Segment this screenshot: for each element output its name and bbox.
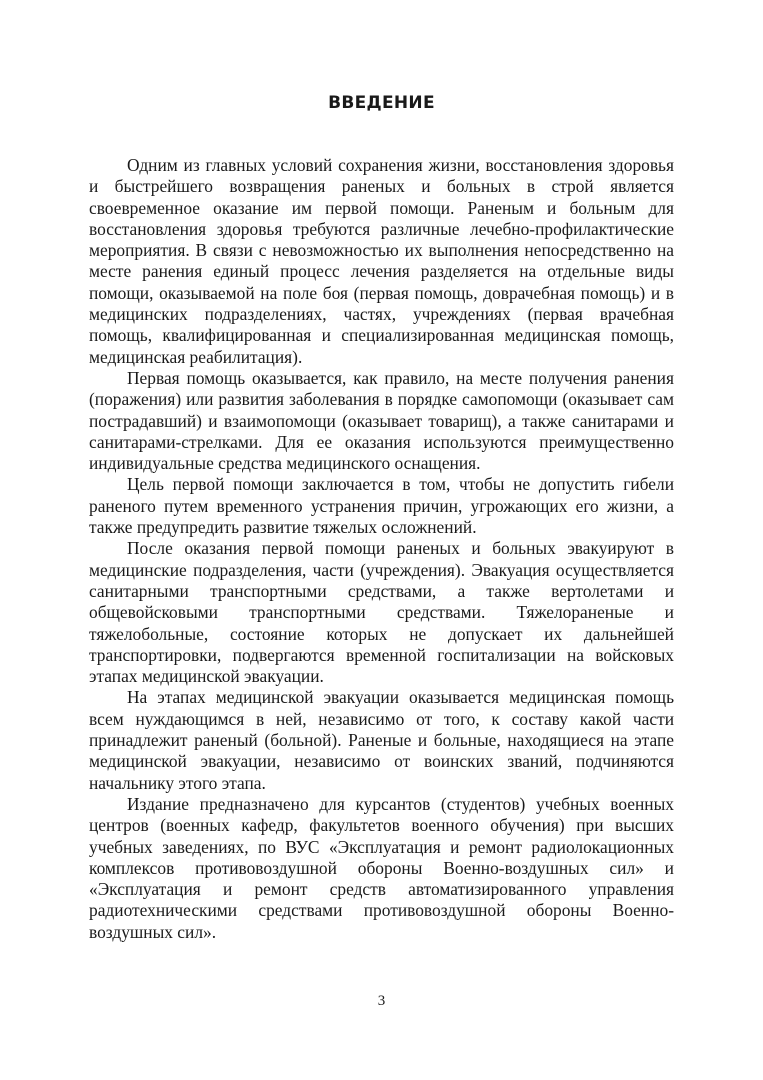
page-title: ВВЕДЕНИЕ	[328, 93, 435, 113]
page-number: 3	[377, 993, 386, 1009]
body-text	[89, 155, 674, 943]
paragraph-6: Издание предназначено для курсантов (студентов) учебных военных центров (военных кафедр, факультетов военного обучения) при высших учебных заведениях, по ВУС «Эксплуатация и ремонт радиолокационных комплексов противовоздушной обороны Военно-воздушных сил» и «Эксплуатация и ремонт средств автоматизированного управления радиотехническими средствами противовоздушной обороны Военно-воздушных сил».	[89, 793, 674, 942]
paragraph-5: На этапах медицинской эвакуации оказывается медицинская помощь всем нуждающимся в ней, независимо от того, к составу какой части принадлежит раненый (больной). Раненые и больные, находящиеся на этапе медицинской эвакуации, независимо от воинских званий, подчиняются начальнику этого этапа.	[89, 687, 674, 793]
paragraph-1: Одним из главных условий сохранения жизни, восстановления здоровья и быстрейшего возвращения раненых и больных в строй является своевременное оказание им первой помощи. Раненым и больным для восстановления здоровья требуются различные лечебно-профилактические мероприятия. В связи с невозможностью их выполнения непосредственно на месте ранения единый процесс лечения разделяется на отдельные виды помощи, оказываемой на поле боя (первая помощь, доврачебная помощь) и в медицинских подразделениях, частях, учреждениях (первая врачебная помощь, квалифицированная и специализированная медицинская помощь, медицинская реабилитация).	[89, 155, 674, 367]
paragraph-3: Цель первой помощи заключается в том, чтобы не допустить гибели раненого путем временного устранения причин, угрожающих его жизни, а также предупредить развитие тяжелых осложнений.	[89, 474, 674, 538]
paragraph-4: После оказания первой помощи раненых и больных эвакуируют в медицинские подразделения, части (учреждения). Эвакуация осуществляется санитарными транспортными средствами, а также вертолетами и общевойсковыми транспортными средствами. Тяжелораненые и тяжелобольные, состояние которых не допускает их дальнейшей транспортировки, подвергаются временной госпитализации на войсковых этапах медицинской эвакуации.	[89, 538, 674, 687]
paragraph-2: Первая помощь оказывается, как правило, на месте получения ранения (поражения) или развития заболевания в порядке самопомощи (оказывает сам пострадавший) и взаимопомощи (оказывает товарищ), а также санитарами и санитарами-стрелками. Для ее оказания используются преимущественно индивидуальные средства медицинского оснащения.	[89, 367, 674, 474]
